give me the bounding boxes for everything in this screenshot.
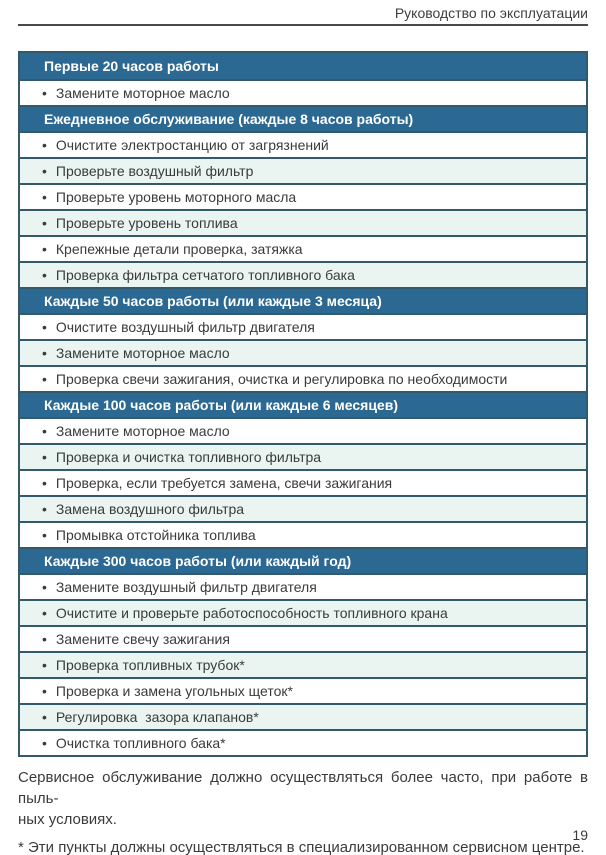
- bullet-icon: •: [42, 267, 47, 283]
- row-label: Замена воздушного фильтра: [55, 501, 245, 517]
- table-row: [20, 365, 586, 391]
- section-title: Первые 20 часов работы: [44, 58, 219, 74]
- table-row: [20, 157, 586, 183]
- page-header-title: Руководство по эксплуатации: [394, 5, 588, 21]
- table-row: [20, 521, 586, 547]
- section-header: [20, 391, 586, 417]
- bullet-icon: •: [42, 709, 47, 725]
- dusty-conditions-note: [18, 767, 588, 830]
- row-label: Промывка отстойника топлива: [55, 527, 256, 543]
- table-row: [20, 339, 586, 365]
- row-label: Очистите воздушный фильтр двигателя: [55, 319, 315, 335]
- bullet-icon: •: [42, 85, 47, 101]
- bullet-icon: •: [42, 163, 47, 179]
- table-row: [20, 703, 586, 729]
- row-label: Замените свечу зажигания: [55, 631, 230, 647]
- section-header: [20, 105, 586, 131]
- bullet-icon: •: [42, 657, 47, 673]
- section-title: Каждые 50 часов работы (или каждые 3 месяца): [44, 293, 382, 309]
- row-label: Очистка топливного бака*: [55, 735, 226, 751]
- table-row: [20, 79, 586, 105]
- section-title: Ежедневное обслуживание (каждые 8 часов работы): [44, 111, 414, 127]
- bullet-icon: •: [42, 579, 47, 595]
- bullet-icon: •: [42, 501, 47, 517]
- bullet-icon: •: [42, 345, 47, 361]
- table-row: [20, 599, 586, 625]
- table-row: [20, 443, 586, 469]
- table-row: [20, 209, 586, 235]
- table-row: [20, 313, 586, 339]
- section-header: [20, 287, 586, 313]
- table-row: [20, 131, 586, 157]
- row-label: Очистите электростанцию от загрязнений: [55, 137, 329, 153]
- bullet-icon: •: [42, 137, 47, 153]
- bullet-icon: •: [42, 241, 47, 257]
- row-label: Проверьте воздушный фильтр: [55, 163, 254, 179]
- row-label: Очистите и проверьте работоспособность топливного крана: [55, 605, 448, 621]
- table-row: [20, 183, 586, 209]
- row-label: Проверка свечи зажигания, очистка и регулировка по необходимости: [55, 371, 508, 387]
- page-header: [18, 4, 588, 26]
- table-row: [20, 651, 586, 677]
- row-label: Крепежные детали проверка, затяжка: [55, 241, 303, 257]
- row-label: Проверка фильтра сетчатого топливного бака: [55, 267, 355, 283]
- row-label: Замените моторное масло: [55, 345, 230, 361]
- row-label: Проверьте уровень топлива: [55, 215, 238, 231]
- table-row: [20, 573, 586, 599]
- row-label: Проверка и замена угольных щеток*: [55, 683, 293, 699]
- table-row: [20, 625, 586, 651]
- section-title: Каждые 100 часов работы (или каждые 6 месяцев): [44, 397, 398, 413]
- bullet-icon: •: [42, 527, 47, 543]
- bullet-icon: •: [42, 475, 47, 491]
- bullet-icon: •: [42, 371, 47, 387]
- row-label: Замените моторное масло: [55, 85, 230, 101]
- section-title: Каждые 300 часов работы (или каждый год): [44, 553, 352, 569]
- table-row: [20, 261, 586, 287]
- bullet-icon: •: [42, 423, 47, 439]
- bullet-icon: •: [42, 735, 47, 751]
- service-center-note: * Эти пункты должны осуществляться в специализированном сервисном центре.: [18, 839, 585, 855]
- row-label: Проверьте уровень моторного масла: [55, 189, 297, 205]
- row-label: Проверка и очистка топливного фильтра: [55, 449, 322, 465]
- bullet-icon: •: [42, 319, 47, 335]
- bullet-icon: •: [42, 683, 47, 699]
- table-row: [20, 417, 586, 443]
- table-row: [20, 469, 586, 495]
- bullet-icon: •: [42, 189, 47, 205]
- table-row: [20, 677, 586, 703]
- section-header: [20, 547, 586, 573]
- row-label: Проверка, если требуется замена, свечи зажигания: [55, 475, 393, 491]
- bullet-icon: •: [42, 631, 47, 647]
- row-label: Регулировка зазора клапанов*: [55, 709, 259, 725]
- dusty-conditions-note-line2: ных условиях.: [18, 811, 117, 828]
- page-number: 19: [572, 827, 588, 843]
- row-label: Проверка топливных трубок*: [55, 657, 245, 673]
- maintenance-table: [18, 51, 588, 757]
- dusty-conditions-note-line1: Сервисное обслуживание должно осуществляться более часто, при работе в пыль-: [18, 769, 588, 807]
- table-row: [20, 495, 586, 521]
- section-header: [20, 53, 586, 79]
- table-row: [20, 235, 586, 261]
- bullet-icon: •: [42, 215, 47, 231]
- bullet-icon: •: [42, 449, 47, 465]
- table-row: [20, 729, 586, 755]
- bullet-icon: •: [42, 605, 47, 621]
- row-label: Замените моторное масло: [55, 423, 230, 439]
- row-label: Замените воздушный фильтр двигателя: [55, 579, 317, 595]
